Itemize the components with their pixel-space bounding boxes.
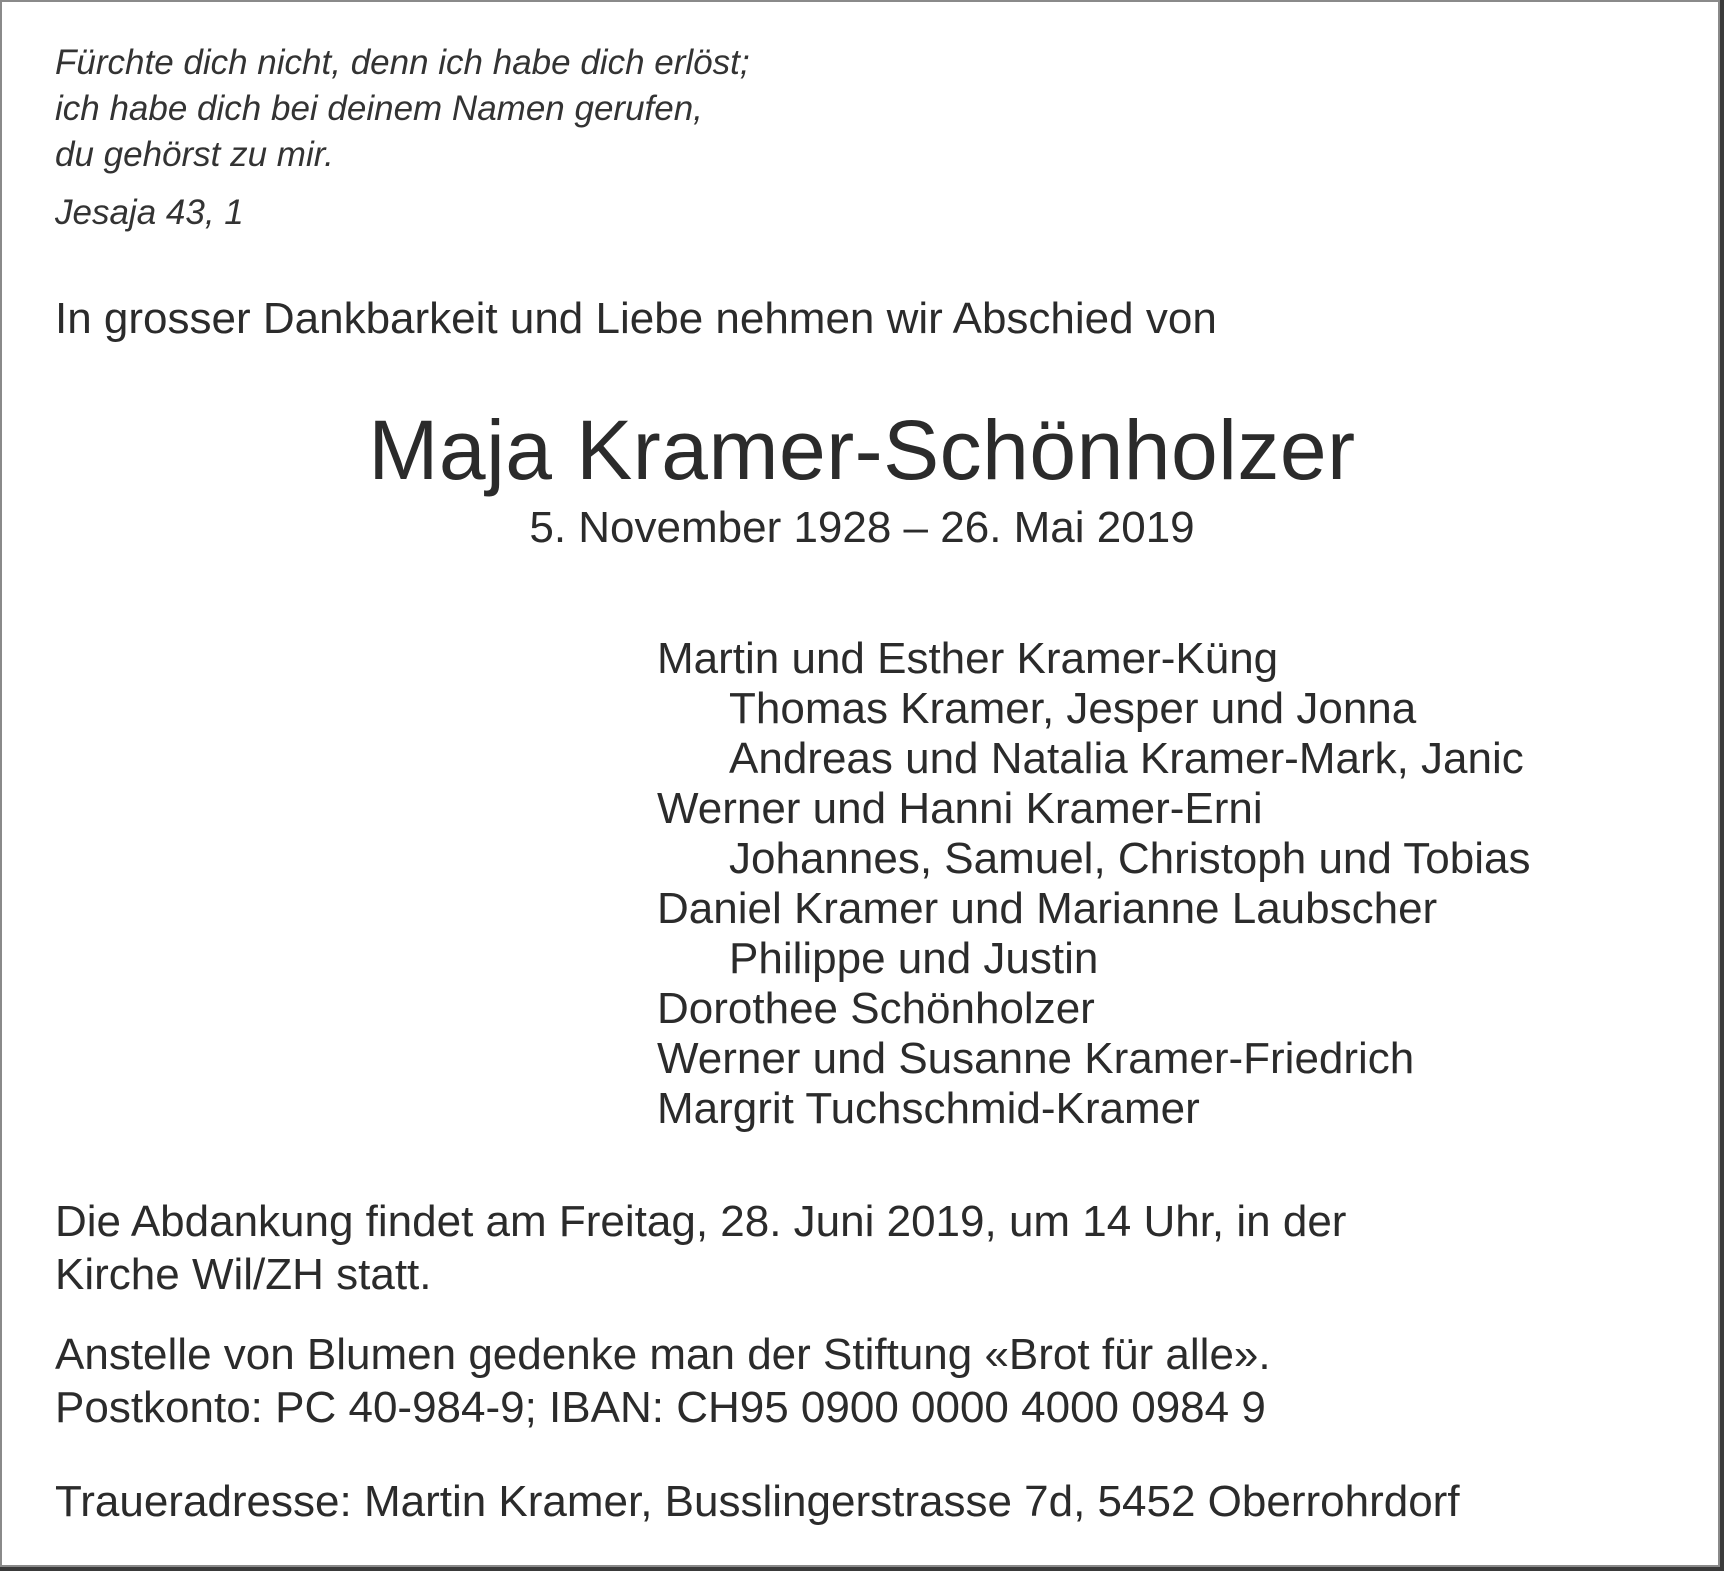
verse-line: ich habe dich bei deinem Namen gerufen,: [55, 89, 703, 128]
mourner-entry: Dorothee Schönholzer: [657, 984, 1095, 1033]
mourner-entry: Martin und Esther Kramer-Küng: [657, 634, 1279, 683]
mourner-entry: Werner und Hanni Kramer-Erni: [657, 784, 1263, 833]
mourner-entry: Margrit Tuchschmid-Kramer: [657, 1084, 1200, 1133]
life-dates: 5. November 1928 – 26. Mai 2019: [529, 503, 1195, 552]
mourner-entry: Philippe und Justin: [729, 934, 1099, 983]
mourner-entry: Daniel Kramer und Marianne Laubscher: [657, 884, 1438, 933]
bible-verse: [55, 40, 750, 178]
mourner-entry: Andreas und Natalia Kramer-Mark, Janic: [729, 734, 1524, 783]
service-line: Kirche Wil/ZH statt.: [55, 1250, 432, 1299]
frame-shadow-bottom: [0, 1567, 1724, 1571]
donation-line: Postkonto: PC 40-984-9; IBAN: CH95 0900 0000 4000 0984 9: [55, 1383, 1266, 1432]
service-line: Die Abdankung findet am Freitag, 28. Juni 2019, um 14 Uhr, in der: [55, 1197, 1347, 1246]
mourner-entry: Thomas Kramer, Jesper und Jonna: [729, 684, 1417, 733]
donation-line: Anstelle von Blumen gedenke man der Stiftung «Brot für alle».: [55, 1330, 1271, 1379]
service-info: [55, 1195, 1655, 1301]
verse-line: Fürchte dich nicht, denn ich habe dich erlöst;: [55, 43, 750, 82]
mourner-entry: Johannes, Samuel, Christoph und Tobias: [729, 834, 1531, 883]
donation-info: [55, 1328, 1655, 1434]
intro-text: In grosser Dankbarkeit und Liebe nehmen wir Abschied von: [55, 294, 1217, 343]
mourners-list: [657, 634, 1530, 1134]
verse-line: du gehörst zu mir.: [55, 135, 334, 174]
verse-reference: Jesaja 43, 1: [55, 193, 244, 232]
mourning-address: Traueradresse: Martin Kramer, Busslingerstrasse 7d, 5452 Oberrohrdorf: [55, 1477, 1460, 1526]
mourner-entry: Werner und Susanne Kramer-Friedrich: [657, 1034, 1415, 1083]
frame-shadow-right: [1720, 0, 1724, 1571]
deceased-name: Maja Kramer-Schönholzer: [368, 403, 1356, 497]
